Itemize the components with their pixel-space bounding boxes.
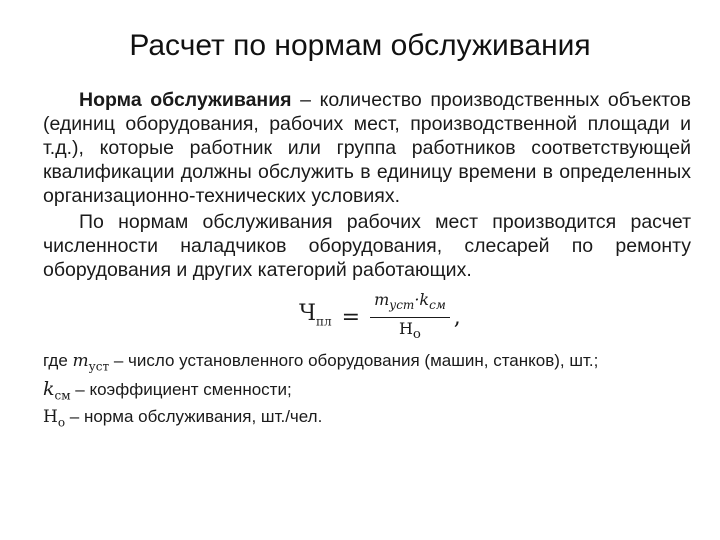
formula-numerator <box>370 290 450 318</box>
calculation-paragraph: По нормам обслуживания рабочих мест производится расчет численности наладчиков оборудования, слесарей по ремонту оборудования и других категорий работающих. <box>43 211 691 281</box>
symbol-k: k <box>43 377 55 400</box>
numerator-m: m <box>374 290 390 309</box>
symbol-k-subscript: см <box>54 388 71 403</box>
symbol-m-subscript: уст <box>88 359 110 374</box>
definition-k-sm <box>43 378 691 406</box>
definition-k-text: – коэффициент сменности; <box>70 379 292 399</box>
definition-n-o <box>43 406 691 433</box>
formula-fraction <box>370 290 450 346</box>
variable-definitions <box>43 350 691 433</box>
slide-title: Расчет по нормам обслуживания <box>129 29 591 62</box>
symbol-n: Н <box>43 407 58 428</box>
slide-content <box>43 88 691 434</box>
symbol-m: m <box>72 351 89 372</box>
formula-equals: = <box>341 305 361 331</box>
definition-prefix: где <box>43 351 73 371</box>
denominator-subscript: о <box>412 327 421 343</box>
definition-paragraph <box>43 88 691 208</box>
symbol-n-subscript: о <box>57 415 66 430</box>
staffing-formula <box>299 290 691 346</box>
numerator-m-subscript: уст <box>389 298 415 313</box>
denominator-symbol: Н <box>398 319 413 339</box>
formula-denominator <box>399 318 421 346</box>
formula-lhs <box>299 302 332 333</box>
definition-term: Норма обслуживания <box>79 89 292 111</box>
definition-text: – количество производственных объектов (единиц оборудования, рабочих мест, производственной площади и т.д.), которые работник или группа работников соответствующей квалификации должны обслужить в единицу времени в определенных организационно-технических условиях. <box>43 89 691 207</box>
numerator-k: k <box>419 290 430 309</box>
formula-comma: , <box>453 305 461 331</box>
definition-n-text: – норма обслуживания, шт./чел. <box>65 407 323 427</box>
definition-m-text: – число установленного оборудования (машин, станков), шт.; <box>109 351 599 371</box>
definition-m-ust <box>43 350 691 377</box>
numerator-dot: · <box>414 290 420 309</box>
formula-lhs-symbol: Ч <box>299 301 317 327</box>
numerator-k-subscript: см <box>429 298 446 313</box>
formula-lhs-subscript: пл <box>316 314 332 329</box>
